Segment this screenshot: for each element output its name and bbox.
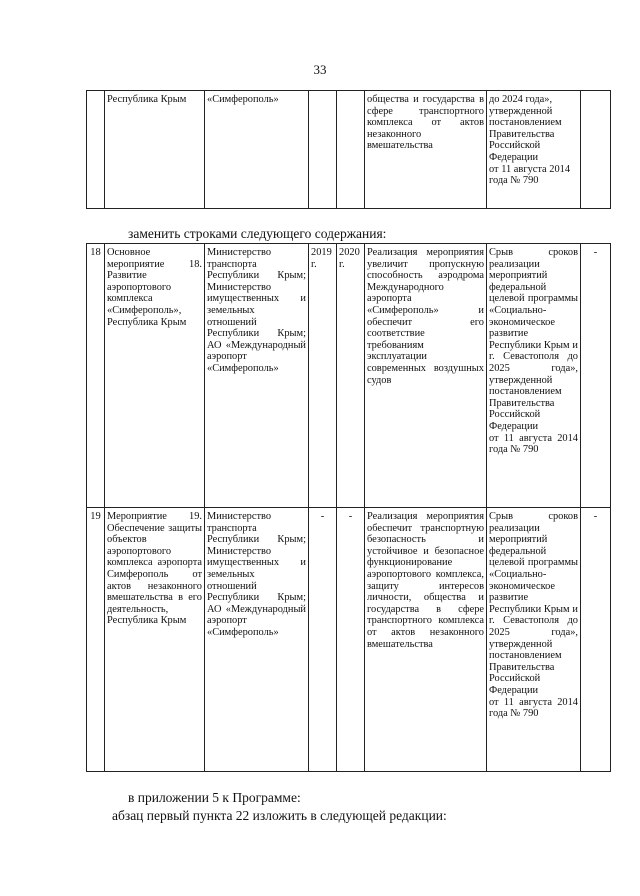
consequence-cell: до 2024 года», утвержденной постановлением Правительства Российской Федерации от 11 августа 2014 года № 790: [487, 91, 581, 209]
replacement-table: [86, 243, 611, 772]
paragraph-instruction: абзац первый пункта 22 изложить в следующей редакции:: [112, 808, 447, 823]
activity-name-cell: Основное мероприятие 18. Развитие аэропортового комплекса «Симферополь», Республика Крым: [105, 244, 205, 508]
start-year-cell: -: [309, 508, 337, 772]
activity-name-cell: Республика Крым: [105, 91, 205, 209]
result-cell: Реализация мероприятия увеличит пропускную способность аэродрома Международного аэропорта «Симферополь» и обеспечит его соответствие требованиям эксплуатации современных воздушных судов: [365, 244, 487, 508]
table-row-18: [87, 244, 611, 508]
row-number-cell: 19: [87, 508, 105, 772]
executor-cell: Министерство транспорта Республики Крым; Министерство имущественных и земельных отношений Республики Крым; АО «Международный аэропорт «Симферополь»: [205, 244, 309, 508]
row-number-cell: 18: [87, 244, 105, 508]
consequence-cell: Срыв сроков реализации мероприятий федеральной целевой программы «Социально-экономическое развитие Республики Крым и г. Севастополя до 2025 года», утвержденной постановлением Правительства Российской Федерации от 11 августа 2014 года № 790: [487, 244, 581, 508]
link-cell: -: [581, 244, 611, 508]
end-year-cell: -: [337, 508, 365, 772]
table-row: [87, 91, 611, 209]
link-cell: -: [581, 508, 611, 772]
appendix-instruction: в приложении 5 к Программе:: [128, 790, 301, 805]
consequence-cell: Срыв сроков реализации мероприятий федеральной целевой программы «Социально-экономическое развитие Республики Крым и г. Севастополя до 2025 года», утвержденной постановлением Правительства Российской Федерации от 11 августа 2014 года № 790: [487, 508, 581, 772]
activity-name-cell: Мероприятие 19. Обеспечение защиты объектов аэропортового комплекса аэропорта Симферополь от актов незаконного вмешательства в его деятельность, Республика Крым: [105, 508, 205, 772]
start-year-cell: 2019 г.: [309, 244, 337, 508]
row-number-cell: [87, 91, 105, 209]
continued-table: [86, 90, 611, 209]
executor-cell: «Симферополь»: [205, 91, 309, 209]
start-year-cell: [309, 91, 337, 209]
table-row-19: [87, 508, 611, 772]
end-year-cell: 2020 г.: [337, 244, 365, 508]
page-number: 33: [313, 62, 327, 77]
replace-instruction: заменить строками следующего содержания:: [128, 226, 387, 241]
result-cell: общества и государства в сфере транспортного комплекса от актов незаконного вмешательства: [365, 91, 487, 209]
end-year-cell: [337, 91, 365, 209]
result-cell: Реализация мероприятия обеспечит транспортную безопасность и устойчивое и безопасное функционирование аэропортового комплекса, защиту интересов личности, общества и государства в сфере транспортного комплекса от актов незаконного вмешательства: [365, 508, 487, 772]
link-cell: [581, 91, 611, 209]
executor-cell: Министерство транспорта Республики Крым; Министерство имущественных и земельных отношений Республики Крым; АО «Международный аэропорт «Симферополь»: [205, 508, 309, 772]
